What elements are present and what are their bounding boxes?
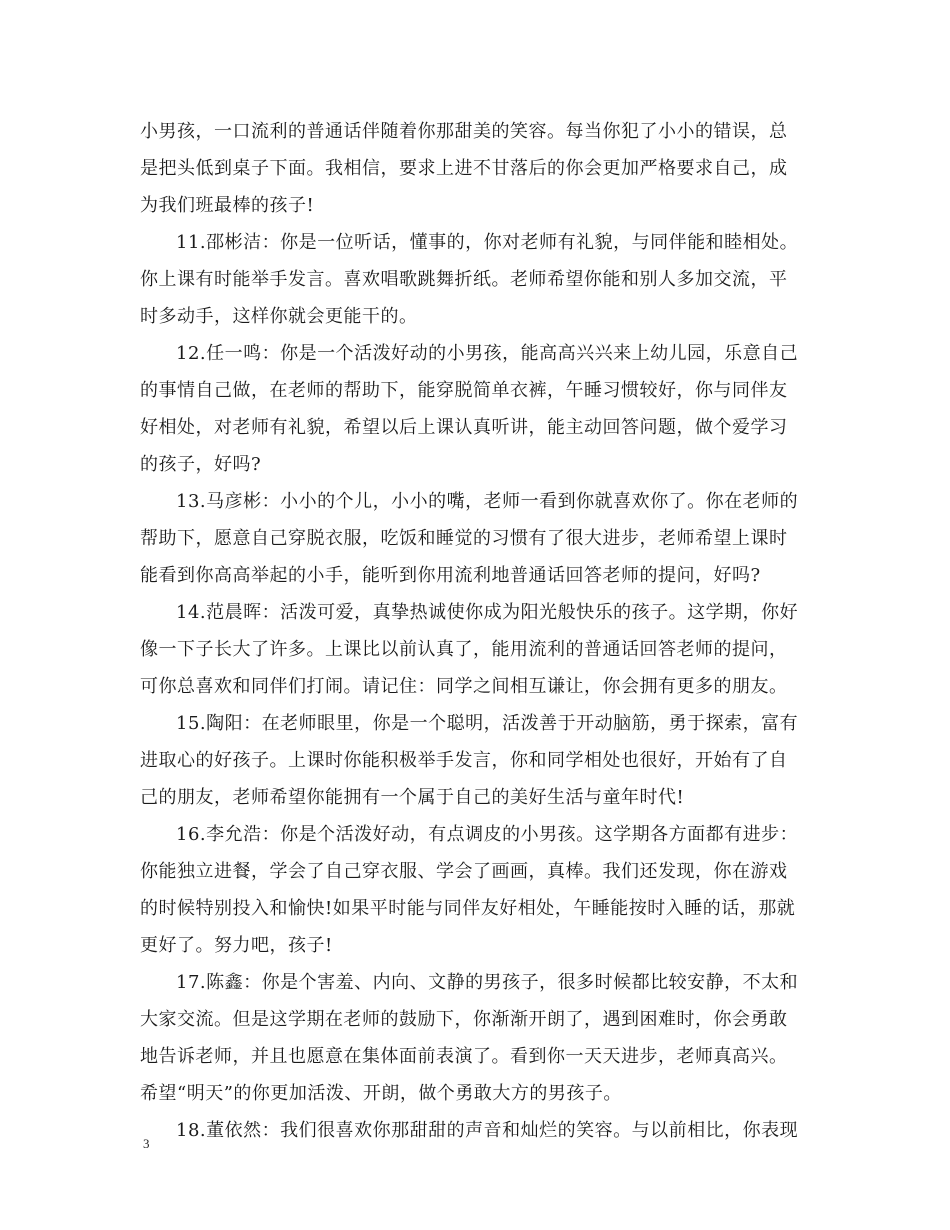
text-line: 己的朋友，老师希望你能拥有一个属于自己的美好生活与童年时代! [140, 787, 685, 808]
text-line: 像一下子长大了许多。上课比以前认真了，能用流利的普通话回答老师的提问， [140, 639, 788, 660]
text-line: 11.邵彬洁：你是一位听话，懂事的，你对老师有礼貌，与同伴能和睦相处。 [176, 232, 799, 253]
text-line: 小男孩，一口流利的普通话伴随着你那甜美的笑容。每当你犯了小小的错误，总 [140, 121, 788, 142]
text-line: 地告诉老师，并且也愿意在集体面前表演了。看到你一天天进步，老师真高兴。 [140, 1046, 788, 1067]
text-line: 你上课有时能举手发言。喜欢唱歌跳舞折纸。老师希望你能和别人多加交流，平 [140, 269, 788, 290]
text-line: 12.任一鸣：你是一个活泼好动的小男孩，能高高兴兴来上幼儿园，乐意自己 [176, 343, 799, 364]
text-line: 你能独立进餐，学会了自己穿衣服、学会了画画，真棒。我们还发现，你在游戏 [140, 861, 788, 882]
text-line: 更好了。努力吧，孩子! [140, 935, 333, 956]
text-line: 大家交流。但是这学期在老师的鼓励下，你渐渐开朗了，遇到困难时，你会勇敢 [140, 1009, 788, 1030]
text-line: 是把头低到桌子下面。我相信，要求上进不甘落后的你会更加严格要求自己，成 [140, 158, 788, 179]
text-line: 进取心的好孩子。上课时你能积极举手发言，你和同学相处也很好，开始有了自 [140, 750, 788, 771]
text-line: 的事情自己做，在老师的帮助下，能穿脱简单衣裤，午睡习惯较好，你与同伴友 [140, 380, 788, 401]
page-number: 3 [143, 1136, 150, 1151]
text-line: 可你总喜欢和同伴们打闹。请记住：同学之间相互谦让，你会拥有更多的朋友。 [140, 676, 788, 697]
text-line: 14.范晨晖：活泼可爱，真挚热诚使你成为阳光般快乐的孩子。这学期，你好 [176, 602, 799, 623]
text-line: 18.董依然：我们很喜欢你那甜甜的声音和灿烂的笑容。与以前相比，你表现 [176, 1120, 799, 1141]
text-line: 时多动手，这样你就会更能干的。 [140, 306, 418, 327]
text-line: 希望“明天”的你更加活泼、开朗，做个勇敢大方的男孩子。 [140, 1083, 622, 1104]
text-line: 帮助下，愿意自己穿脱衣服，吃饭和睡觉的习惯有了很大进步，老师希望上课时 [140, 528, 788, 549]
text-line: 的孩子，好吗? [140, 454, 262, 475]
text-line: 15.陶阳：在老师眼里，你是一个聪明，活泼善于开动脑筋，勇于探索，富有 [176, 713, 799, 734]
text-line: 能看到你高高举起的小手，能听到你用流利地普通话回答老师的提问，好吗? [140, 565, 761, 586]
text-line: 好相处，对老师有礼貌，希望以后上课认真听讲，能主动回答问题，做个爱学习 [140, 417, 788, 438]
text-line: 为我们班最棒的孩子! [140, 195, 315, 216]
text-line: 16.李允浩：你是个活泼好动，有点调皮的小男孩。这学期各方面都有进步： [176, 824, 799, 845]
text-line: 17.陈鑫：你是个害羞、内向、文静的男孩子，很多时候都比较安静，不太和 [176, 972, 799, 993]
text-line: 13.马彦彬：小小的个儿，小小的嘴，老师一看到你就喜欢你了。你在老师的 [176, 491, 799, 512]
text-line: 的时候特别投入和愉快!如果平时能与同伴友好相处，午睡能按时入睡的话，那就 [140, 898, 796, 919]
